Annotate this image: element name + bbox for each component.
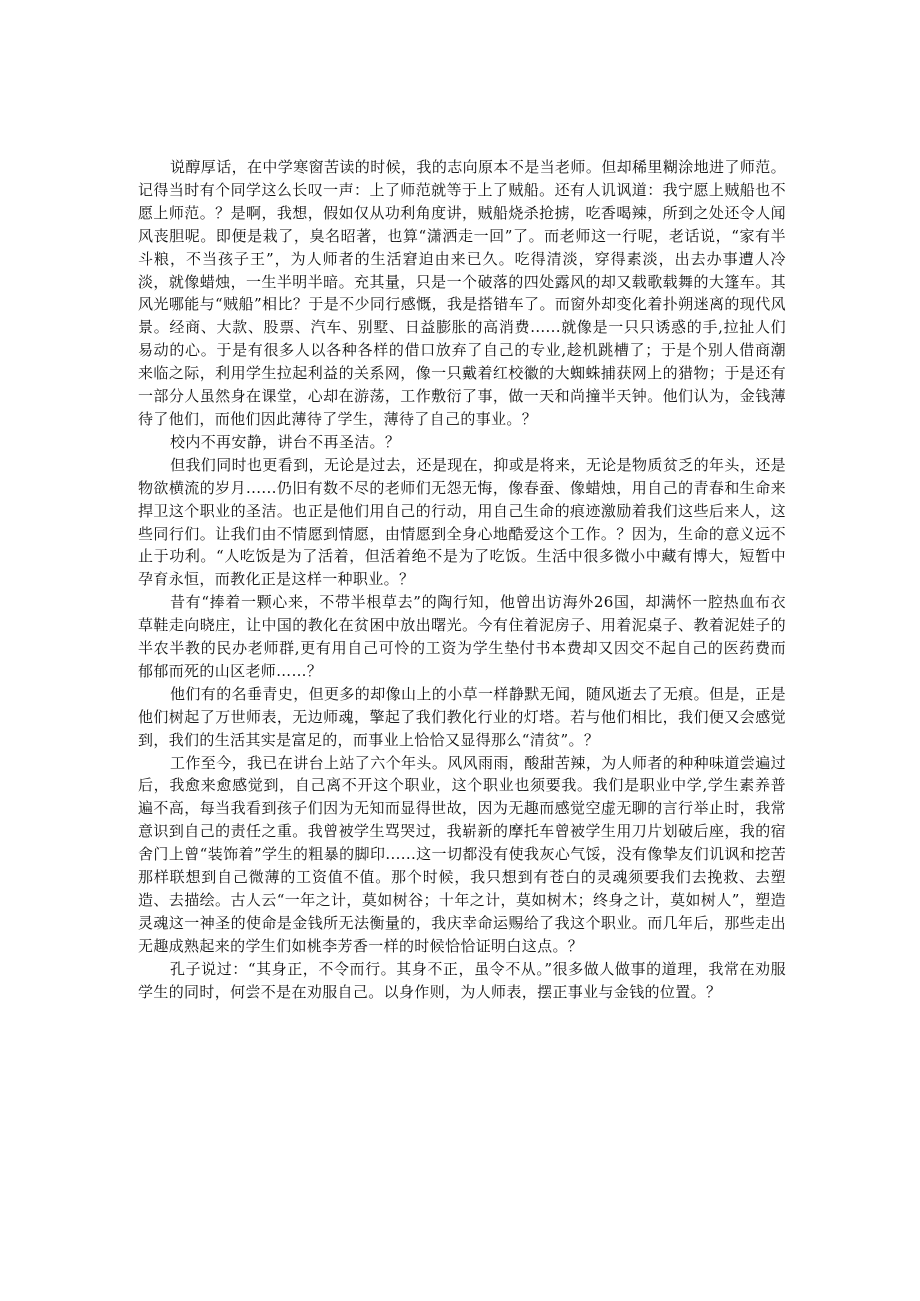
paragraph: 孔子说过：“其身正，不令而行。其身不正，虽令不从。”很多做人做事的道理，我常在劝服学生的同时，何尝不是在劝服自己。以身作则，为人师表，摆正事业与金钱的位置。？ [138, 959, 786, 1001]
paragraph: 说醇厚话，在中学寒窗苦读的时候，我的志向原本不是当老师。但却稀里糊涂地进了师范。记得当时有个同学这么长叹一声：上了师范就等于上了贼船。还有人讥讽道：我宁愿上贼船也不愿上师范。？是啊，我想，假如仅从功利角度讲，贼船烧杀抢掳，吃香喝辣，所到之处还令人闻风丧胆呢。即便是栽了，臭名昭著，也算“潇洒走一回”了。而老师这一行呢，老话说，“家有半斗粮，不当孩子王”，为人师者的生活窘迫由来已久。吃得清淡，穿得素淡，出去办事遭人冷淡，就像蜡烛，一生半明半暗。充其量，只是一个破落的四处露风的却又载歌载舞的大篷车。其风光哪能与“贼船”相比？于是不少同行感慨，我是搭错车了。而窗外却变化着扑朔迷离的现代风景。经商、大款、股票、汽车、别墅、日益膨胀的高消费......就像是一只只诱惑的手,拉扯人们易动的心。于是有很多人以各种各样的借口放弃了自己的专业,趁机跳槽了；于是个别人借商潮来临之际，利用学生拉起利益的关系网，像一只戴着红校徽的大蜘蛛捕获网上的猎物；于是还有一部分人虽然身在课堂，心却在游荡，工作敷衍了事，做一天和尚撞半天钟。他们认为，金钱薄待了他们，而他们因此薄待了学生，薄待了自己的事业。？ [138, 158, 786, 428]
paragraph: 校内不再安静，讲台不再圣洁。？ [170, 432, 401, 451]
paragraph: 昔有“捧着一颗心来，不带半根草去”的陶行知，他曾出访海外26国，却满怀一腔热血布衣草鞋走向晓庄，让中国的教化在贫困中放出曙光。今有住着泥房子、用着泥桌子、教着泥娃子的半农半教的民办老师群,更有用自己可怜的工资为学生垫付书本费却又因交不起自己的医药费而郁郁而死的山区老师……？ [138, 593, 786, 680]
article-body [138, 156, 786, 1004]
paragraph: 但我们同时也更看到，无论是过去，还是现在，抑或是将来，无论是物质贫乏的年头，还是物欲横流的岁月......仍旧有数不尽的老师们无怨无悔，像春蚕、像蜡烛，用自己的青春和生命来捍卫这个职业的圣洁。也正是他们用自己的行动，用自己生命的痕迹激励着我们这些后来人，这些同行们。让我们由不情愿到情愿，由情愿到全身心地酷爱这个工作。？因为，生命的意义远不止于功利。“人吃饭是为了活着，但活着绝不是为了吃饭。生活中很多微小中藏有博大，短暂中孕育永恒，而教化正是这样一种职业。？ [138, 455, 786, 589]
paragraph: 工作至今，我已在讲台上站了六个年头。风风雨雨，酸甜苦辣，为人师者的种种味道尝遍过后，我愈来愈感觉到，自己离不开这个职业，这个职业也须要我。我们是职业中学,学生素养普遍不高，每当我看到孩子们因为无知而显得世故，因为无趣而感觉空虚无聊的言行举止时，我常意识到自己的责任之重。我曾被学生骂哭过，我崭新的摩托车曾被学生用刀片划破后座，我的宿舍门上曾“装饰着”学生的粗暴的脚印......这一切都没有使我灰心气馁，没有像挚友们讥讽和挖苦那样联想到自己微薄的工资值不值。那个时候，我只想到有苍白的灵魂须要我们去挽救、去塑造、去描绘。古人云“一年之计，莫如树谷；十年之计，莫如树木；终身之计，莫如树人”，塑造灵魂这一神圣的使命是金钱所无法衡量的，我庆幸命运赐给了我这个职业。而几年后，那些走出无趣成熟起来的学生们如桃李芳香一样的时候恰恰证明白这点。？ [138, 753, 786, 955]
paragraph: 他们有的名垂青史，但更多的却像山上的小草一样静默无闻，随风逝去了无痕。但是，正是他们树起了万世师表，无边师魂，擎起了我们教化行业的灯塔。若与他们相比，我们便又会感觉到，我们的生活其实是富足的，而事业上恰恰又显得那么“清贫”。？ [138, 684, 786, 749]
